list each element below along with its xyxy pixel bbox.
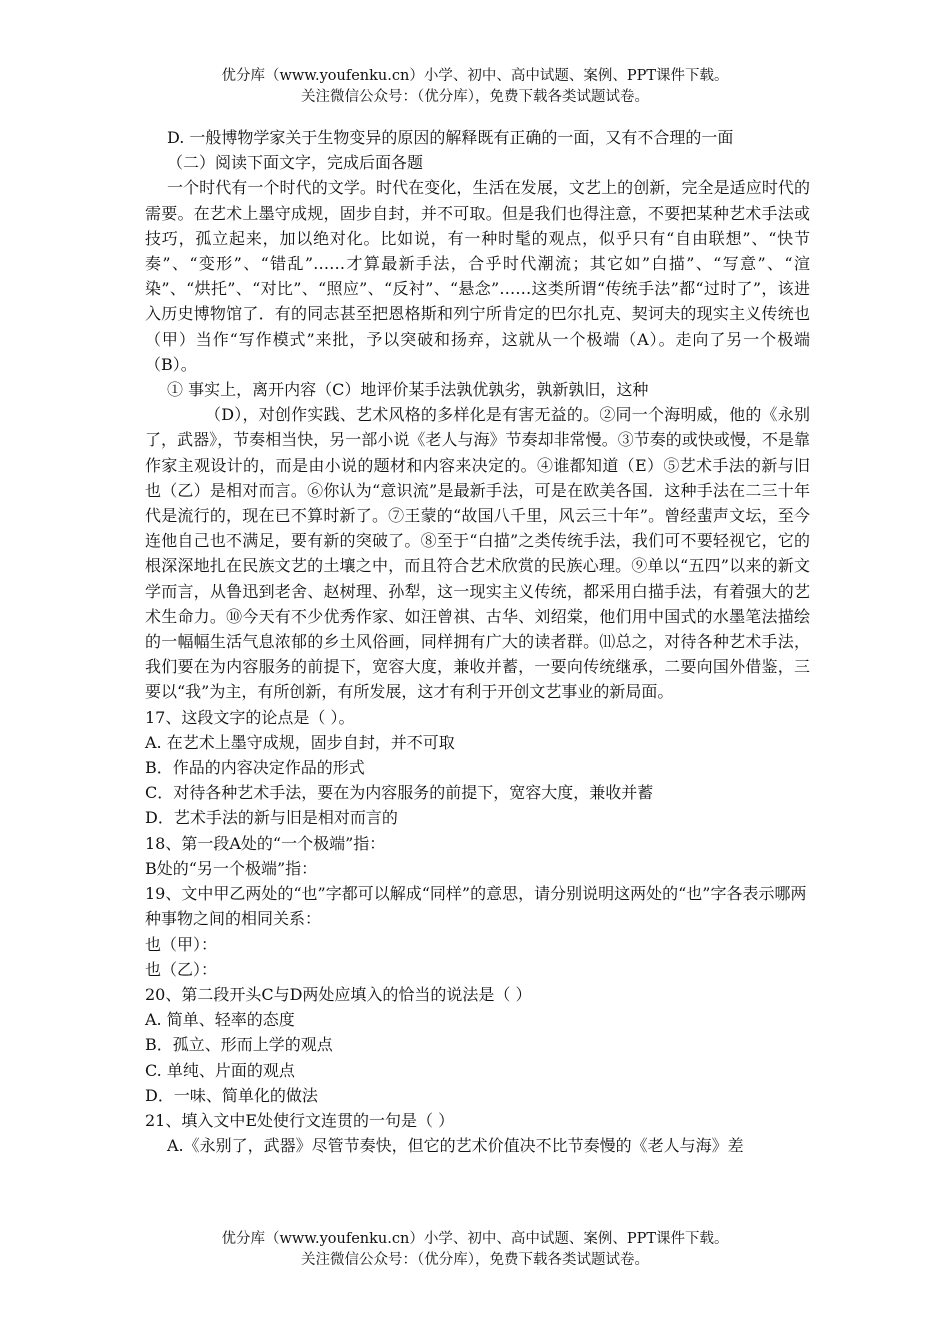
question-20-option-d: D．一味、简单化的做法 (145, 1085, 318, 1105)
question-21: 21、填入文中E处使行文连贯的一句是（ ） (145, 1110, 455, 1130)
question-21-option-a: A.《永别了，武器》尽管节奏快，但它的艺术价值决不比节奏慢的《老人与海》差 (167, 1136, 744, 1156)
page-footer (0, 1229, 950, 1271)
question-17-option-b: B．作品的内容决定作品的形式 (145, 758, 365, 778)
question-18: 18、第一段A处的“一个极端”指： (145, 833, 386, 853)
question-17-option-a: A. 在艺术上墨守成规，固步自封，并不可取 (145, 732, 455, 752)
question-17-option-c: C．对待各种艺术手法，要在为内容服务的前提下，宽容大度，兼收并蓄 (145, 783, 654, 803)
header-line-1: 优分库（www.youfenku.cn）小学、初中、高中试题、案例、PPT课件下载。 (221, 68, 729, 84)
page-header (0, 66, 950, 108)
passage-paragraph-2-first-line: ① 事实上，离开内容（C）地评价某手法孰优孰劣，孰新孰旧，这种 (167, 380, 649, 400)
question-17: 17、这段文字的论点是（ ）。 (145, 707, 355, 727)
question-19-jia: 也（甲）： (145, 934, 218, 954)
document-body (145, 125, 810, 1158)
question-20-option-b: B．孤立、形而上学的观点 (145, 1035, 333, 1055)
question-20-option-a: A. 简单、轻率的态度 (145, 1010, 295, 1030)
footer-line-1: 优分库（www.youfenku.cn）小学、初中、高中试题、案例、PPT课件下载。 (221, 1231, 729, 1247)
previous-option-d: D. 一般博物学家关于生物变异的原因的解释既有正确的一面，又有不合理的一面 (167, 128, 734, 147)
question-19: 19、文中甲乙两处的“也”字都可以解成“同样”的意思，请分别说明这两处的“也”字各表示哪两种事物之间的相同关系： (145, 884, 807, 929)
passage-paragraph-1: 一个时代有一个时代的文学。时代在变化，生活在发展，文艺上的创新，完全是适应时代的需要。在艺术上墨守成规，固步自封，并不可取。但是我们也得注意，不要把某种艺术手法或技巧，孤立起来，加以绝对化。比如说，有一种时髦的观点，似乎只有“自由联想”、“快节奏”、“变形”、“错乱”……才算最新手法，合乎时代潮流；其它如”白描”、“写意”、“渲染”、“烘托”、“对比”、“照应”、“反衬”、“悬念”……这类所谓“传统手法”都“过时了”，该进入历史博物馆了．有的同志甚至把恩格斯和列宁所肯定的巴尔扎克、契诃夫的现实主义传统也（甲）当作“写作模式”来批，予以突破和扬弃，这就从一个极端（A）。走向了另一个极端（B）。 (145, 178, 810, 374)
question-17-option-d: D．艺术手法的新与旧是相对而言的 (145, 808, 398, 828)
question-19-yi: 也（乙）： (145, 959, 218, 979)
footer-line-2: 关注微信公众号：（优分库），免费下载各类试题试卷。 (301, 1252, 649, 1268)
question-20: 20、第二段开头C与D两处应填入的恰当的说法是（ ） (145, 984, 532, 1004)
section-title: （二）阅读下面文字，完成后面各题 (167, 153, 424, 173)
question-18-part-b: B处的“另一个极端”指： (145, 858, 318, 878)
header-line-2: 关注微信公众号：（优分库），免费下载各类试题试卷。 (301, 89, 649, 105)
passage-paragraph-2: （D），对创作实践、艺术风格的多样化是有害无益的。②同一个海明威，他的《永别了，武器》，节奏相当快，另一部小说《老人与海》节奏却非常慢。③节奏的或快或慢，不是靠作家主观设计的，而是由小说的题材和内容来决定的。④谁都知道（E）⑤艺术手法的新与旧也（乙）是相对而言。⑥你认为“意识流”是最新手法，可是在欧美各国．这种手法在二三十年代是流行的，现在已不算时新了。⑦王蒙的“故国八千里，风云三十年”。曾经蜚声文坛，至今连他自己也不满足，要有新的突破了。⑧至于“白描”之类传统手法，我们可不要轻视它，它的根深深地扎在民族文艺的土壤之中，而且符合艺术欣赏的民族心理。⑨单以“五四”以来的新文学而言，从鲁迅到老舍、赵树理、孙犁，这一现实主义传统，都采用白描手法，有着强大的艺术生命力。⑩今天有不少优秀作家、如汪曾祺、古华、刘绍棠，他们用中国式的水墨笔法描绘的一幅幅生活气息浓郁的乡土风俗画，同样拥有广大的读者群。⑾总之，对待各种艺术手法，我们要在为内容服务的前提下，宽容大度，兼收并蓄，一要向传统继承，二要向国外借鉴，三要以“我”为主，有所创新，有所发展，这才有利于开创文艺事业的新局面。 (145, 405, 810, 702)
question-20-option-c: C. 单纯、片面的观点 (145, 1060, 295, 1080)
